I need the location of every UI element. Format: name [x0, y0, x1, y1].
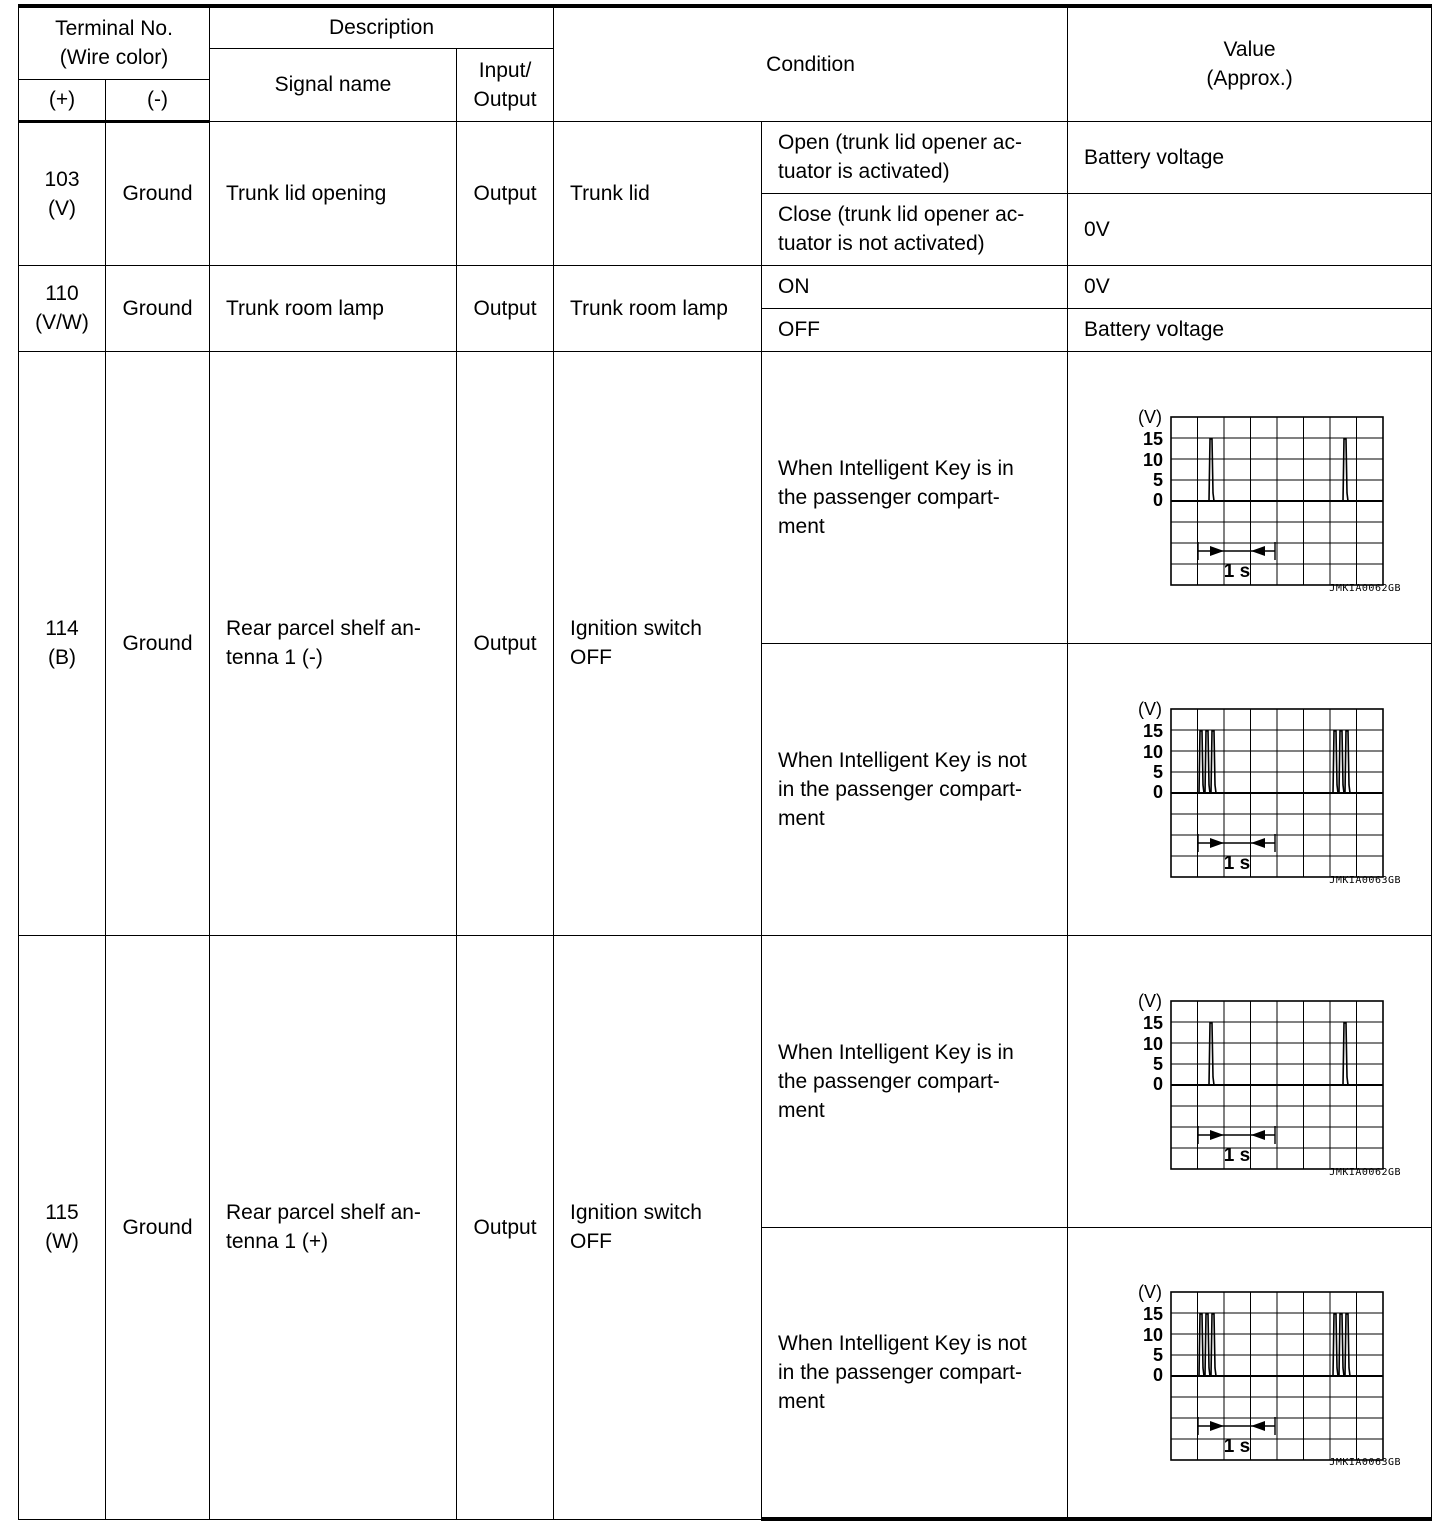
value-waveform-cell	[1068, 1227, 1432, 1519]
time-scale-label: 1 s	[1223, 1145, 1250, 1166]
y-tick-label: 10	[1142, 1034, 1163, 1054]
condition-main: Trunk lid	[554, 121, 762, 265]
voltage-pulse	[1209, 439, 1214, 501]
y-tick-label: 10	[1142, 742, 1163, 762]
terminal-plus: 114 (B)	[19, 351, 106, 935]
terminal-minus: Ground	[106, 351, 210, 935]
value-cell: 0V	[1068, 265, 1432, 308]
condition-sub: When Intelligent Key is in the passenger compart- ment	[762, 351, 1068, 643]
y-tick-label: 5	[1152, 1054, 1163, 1074]
value-waveform-cell	[1068, 351, 1432, 643]
header-minus: (-)	[106, 79, 210, 121]
voltage-pulse	[1333, 731, 1338, 793]
arrow-right-icon	[1210, 838, 1224, 848]
terminal-minus: Ground	[106, 265, 210, 351]
voltage-pulse	[1345, 1314, 1350, 1376]
condition-sub: When Intelligent Key is not in the passenger compart- ment	[762, 643, 1068, 935]
voltage-pulse	[1211, 1314, 1216, 1376]
terminal-plus: 103 (V)	[19, 121, 106, 265]
voltage-pulse	[1343, 1023, 1348, 1085]
signal-name: Trunk lid opening	[210, 121, 457, 265]
arrow-right-icon	[1210, 1421, 1224, 1431]
voltage-pulse	[1343, 439, 1348, 501]
y-tick-label: 5	[1152, 1345, 1163, 1366]
header-value: Value (Approx.)	[1068, 6, 1432, 121]
y-tick-label: 10	[1142, 450, 1163, 470]
arrow-left-icon	[1251, 546, 1265, 556]
value-waveform-cell	[1068, 935, 1432, 1227]
input-output: Output	[457, 121, 554, 265]
y-tick-label: 5	[1152, 762, 1163, 782]
arrow-left-icon	[1251, 1130, 1265, 1140]
condition-sub: OFF	[762, 308, 1068, 351]
header-terminal-no: Terminal No. (Wire color)	[19, 6, 210, 79]
waveform-chart	[1095, 981, 1405, 1181]
value-cell: 0V	[1068, 193, 1432, 265]
input-output: Output	[457, 265, 554, 351]
table-row	[19, 935, 1432, 1227]
y-tick-label: 0	[1152, 782, 1163, 802]
voltage-pulse	[1205, 731, 1210, 793]
time-scale-label: 1 s	[1223, 853, 1250, 874]
condition-sub: When Intelligent Key is in the passenger compart- ment	[762, 935, 1068, 1227]
time-scale-label: 1 s	[1223, 561, 1250, 582]
terminal-plus: 110 (V/W)	[19, 265, 106, 351]
voltage-pulse	[1199, 731, 1204, 793]
arrow-left-icon	[1251, 1421, 1265, 1431]
header-row-1	[19, 6, 1432, 48]
arrow-left-icon	[1251, 838, 1265, 848]
condition-sub: When Intelligent Key is not in the passenger compart- ment	[762, 1227, 1068, 1519]
voltage-pulse	[1333, 1314, 1338, 1376]
table-row	[19, 121, 1432, 193]
condition-sub: ON	[762, 265, 1068, 308]
voltage-pulse	[1199, 1314, 1204, 1376]
unit-label: (V)	[1137, 991, 1162, 1011]
y-tick-label: 5	[1152, 470, 1163, 490]
terminal-plus: 115 (W)	[19, 935, 106, 1519]
header-signal-name: Signal name	[210, 48, 457, 121]
condition-main: Ignition switch OFF	[554, 351, 762, 935]
voltage-pulse	[1209, 1023, 1214, 1085]
waveform-chart	[1095, 689, 1405, 889]
voltage-pulse	[1211, 731, 1216, 793]
y-tick-label: 0	[1152, 1365, 1163, 1386]
header-plus: (+)	[19, 79, 106, 121]
signal-name: Trunk room lamp	[210, 265, 457, 351]
condition-main: Trunk room lamp	[554, 265, 762, 351]
header-input-output: Input/ Output	[457, 48, 554, 121]
y-tick-label: 15	[1142, 429, 1163, 449]
terminal-minus: Ground	[106, 935, 210, 1519]
y-tick-label: 15	[1142, 1013, 1163, 1033]
voltage-pulse	[1339, 1314, 1344, 1376]
y-tick-label: 15	[1142, 1304, 1163, 1325]
waveform-chart	[1095, 1272, 1405, 1472]
voltage-pulse	[1339, 731, 1344, 793]
y-tick-label: 10	[1142, 1325, 1163, 1346]
header-condition: Condition	[554, 6, 1068, 121]
table-row	[19, 351, 1432, 643]
voltage-pulse	[1345, 731, 1350, 793]
signal-name: Rear parcel shelf an- tenna 1 (+)	[210, 935, 457, 1519]
value-cell: Battery voltage	[1068, 308, 1432, 351]
unit-label: (V)	[1137, 1282, 1162, 1303]
figure-id: JMKIA0063GB	[1329, 1457, 1402, 1468]
figure-id: JMKIA0062GB	[1329, 1166, 1402, 1178]
y-tick-label: 0	[1152, 490, 1163, 510]
value-waveform-cell	[1068, 643, 1432, 935]
time-scale-label: 1 s	[1223, 1436, 1250, 1458]
input-output: Output	[457, 351, 554, 935]
input-output: Output	[457, 935, 554, 1519]
figure-id: JMKIA0062GB	[1329, 582, 1402, 594]
y-tick-label: 15	[1142, 721, 1163, 741]
condition-main: Ignition switch OFF	[554, 935, 762, 1519]
voltage-pulse	[1205, 1314, 1210, 1376]
figure-id: JMKIA0063GB	[1329, 874, 1402, 886]
value-cell: Battery voltage	[1068, 121, 1432, 193]
arrow-right-icon	[1210, 546, 1224, 556]
waveform-chart	[1095, 397, 1405, 597]
terminal-spec-table	[18, 4, 1432, 1521]
unit-label: (V)	[1137, 699, 1162, 719]
condition-sub: Open (trunk lid opener ac- tuator is activated)	[762, 121, 1068, 193]
y-tick-label: 0	[1152, 1074, 1163, 1094]
signal-name: Rear parcel shelf an- tenna 1 (-)	[210, 351, 457, 935]
arrow-right-icon	[1210, 1130, 1224, 1140]
table-row	[19, 265, 1432, 308]
header-description: Description	[210, 6, 554, 48]
terminal-minus: Ground	[106, 121, 210, 265]
condition-sub: Close (trunk lid opener ac- tuator is not activated)	[762, 193, 1068, 265]
unit-label: (V)	[1137, 407, 1162, 427]
